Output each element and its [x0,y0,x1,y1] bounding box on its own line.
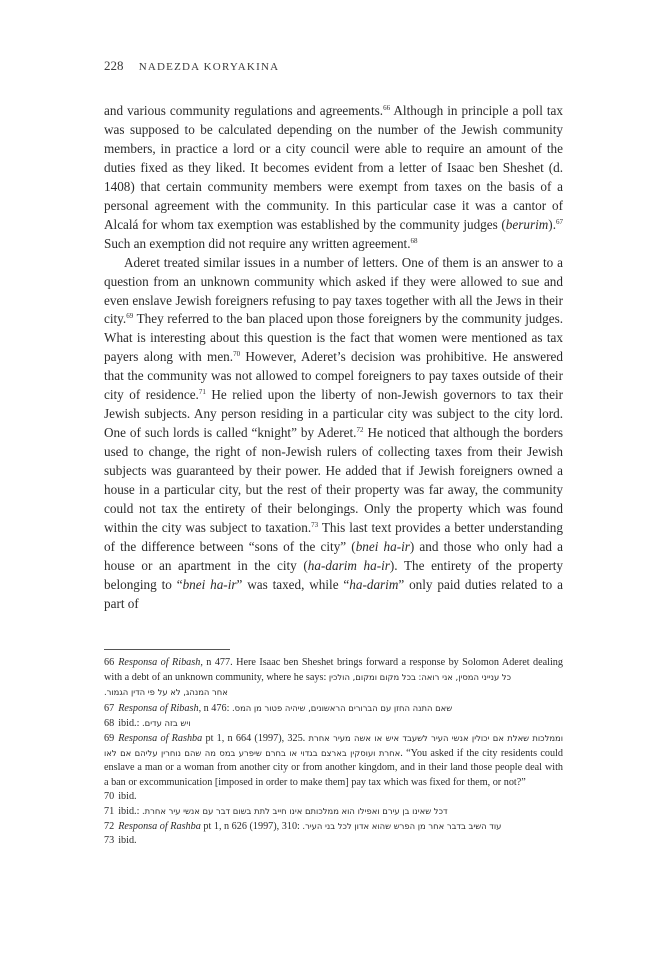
footnote-66: 66 Responsa of Ribash, n 477. Here Isaac ben Sheshet brings forward a response by Solomon Aderet dealing with a debt of an unknown community, where he says: כל ענייני המסין, אני רואה: בכל מקום ומקום, הולכין אחר המנהג, לא על פי הדין הגמור. [104,657,563,698]
footnote-ref-69[interactable]: 69 [126,312,134,321]
footnote-ref-70[interactable]: 70 [233,350,241,359]
running-header [104,58,279,74]
paragraph-1: and various community regulations and agreements.$^{66}$ Although in principle a poll tax was supposed to be calculated depending on the number of the Jewish community members, in practice a lord or a city council were able to require an amount of the duties fixed as they liked. It becomes evident from a letter of Isaac ben Sheshet (d. 1408) that certain community members were exempt from taxes on the basis of a personal agreement with the community. In this particular case it was a cantor of Alcalá for whom tax exemption was established by the community judges (berurim).$^{67}$ Such an exemption did not require any written agreement.$^{68}$ [104,103,563,251]
footnote-divider [104,649,230,650]
page-number: 228 [104,58,124,73]
footnote-70: 70 ibid. [104,790,137,802]
footnote-ref-66[interactable]: 66 [383,104,391,112]
footnote-72: 72 Responsa of Rashba pt 1, n 626 (1997), 310: עוד השיב בדבר אחר מן הפרש שהוא אדון לכל בני העיר. [104,821,502,833]
footnote-69: 69 Responsa of Rashba pt 1, n 664 (1997), 325. שאלת אם יכולין אנשי העיר לשעבד איש או אשה מעיר אחרת וממלכות אחרת ועוסקין בארצם בגדוי או בחרם שיפרע במס מה שהם נוחרין עליהם אם לאו. “You asked if the city residents could enslave a man or a woman from another city or from another kingdom, and in their land those people deal with a ban or excommunication [imposed in order to make them] pay tax which was fixed for them, or not?” [104,733,563,788]
paragraph-2: Aderet treated similar issues in a number of letters. One of them is an answer to a question from an unknown community which asked if they were allowed to sue and even enslave Jewish foreigners refusing to pay taxes together with all the Jews in their city.$^{69}$ They referred to the ban placed upon those foreigners by the community judges. What is interesting about this question is the fact that women were mentioned as tax payers along with men.$^{70}$ However, Aderet’s decision was prohibitive. He answered that the community was not allowed to compel foreigners to pay taxes outside of their city of residence.$^{71}$ He relied upon the liberty of non-Jewish governors to tax their Jewish subjects. Any person residing in a particular city was subject to the city lord. One of such lords is called “knight” by Aderet.$^{72}$ He noticed that although the borders used to change, the right of non-Jewish rulers of collecting taxes from their Jewish subjects was guaranteed by their power. He added that if Jewish foreigners owned a house in a particular city, but the rest of their property was far away, the community could not tax the entirety of their belongings. Only the property which was found within the city was subject to taxation.$^{73}$ This last text provides a better understanding of the difference between “sons of the city” (bnei ha-ir) and those who only had a house or an apartment in the city (ha-darim ha-ir). The entirety of the property belonging to “bnei ha-ir” was taxed, while “ha-darim” only paid duties related to a part of [104,254,564,611]
footnote-ref-72[interactable]: 72 [356,426,364,435]
footnote-73: 73 ibid. [104,835,137,847]
running-head-author: NADEZDA KORYAKINA [138,61,280,73]
main-text [104,102,563,614]
footnote-ref-73[interactable]: 73 [311,520,319,529]
footnote-ref-68[interactable]: 68 [410,236,418,245]
footnote-71: 71 ibid.: דכל שאינו בן עירם ואפילו הוא ממלכותם אינו חייב לתת בשום דבר עם אנשי עיר אחרת. [104,806,448,818]
footnote-ref-71[interactable]: 71 [198,388,206,397]
footnote-68: 68 ibid.: ויש בזה עדים. [104,717,191,729]
footnote-ref-67[interactable]: 67 [556,217,563,226]
footnotes [104,656,563,849]
footnote-67: 67 Responsa of Ribash, n 476: שאם התנה החזן עם הברורים הראשונים, שיהיה פטור מן המס. [104,702,453,714]
